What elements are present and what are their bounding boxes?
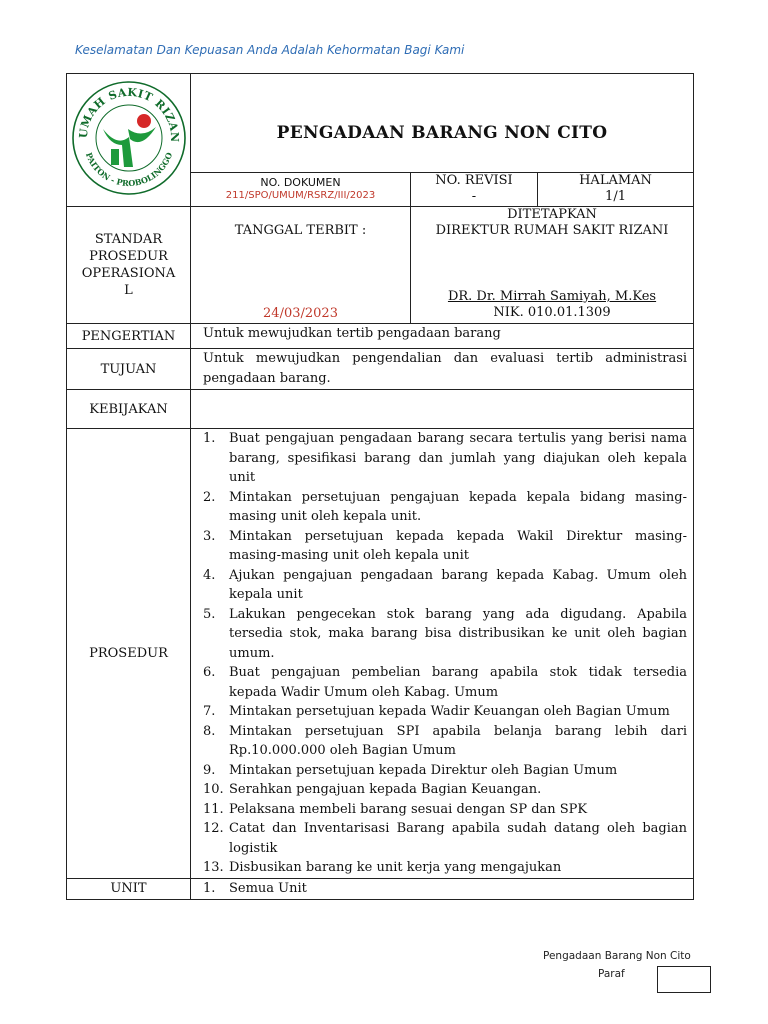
motto-text: Keselamatan Dan Kepuasan Anda Adalah Kehormatan Bagi Kami [75,43,465,57]
step-text: Semua Unit [229,880,307,896]
director-name: DR. Dr. Mirrah Samiyah, M.Kes [447,289,657,304]
unit-label: UNIT [67,878,191,899]
step-text: Pelaksana membeli barang sesuai dengan SP dan SPK [229,801,588,817]
step-number: 8. [203,723,216,739]
procedure-step [203,819,687,858]
step-text: Catat dan Inventarisasi Barang apabila sudah datang oleh bagian logistik [229,821,688,856]
step-number: 13. [203,860,224,875]
halaman-value: 1/1 [605,189,626,204]
step-text: Mintakan persetujuan kepada kepada Wakil Direktur masing-masing-masing unit oleh kepala unit [229,528,688,563]
prosedur-label: PROSEDUR [67,429,191,879]
halaman-cell [538,173,694,207]
step-text: Mintakan persetujuan kepada Direktur oleh Bagian Umum [229,762,618,778]
procedure-step [203,429,687,488]
no-dokumen-value: 211/SPO/UMUM/RSRZ/III/2023 [225,190,376,201]
step-text: Mintakan persetujuan pengajuan kepada kepala bidang masing-masing unit oleh kepala unit. [229,489,688,524]
document-title: PENGADAAN BARANG NON CITO [191,74,694,173]
logo-emblem-icon [103,114,156,167]
paraf-label: Paraf [598,968,625,980]
hospital-logo [70,79,188,197]
pengertian-text: Untuk mewujudkan tertib pengadaan barang [191,324,694,349]
tujuan-label: TUJUAN [67,349,191,390]
tanggal-terbit-label: TANGGAL TERBIT : [234,223,367,238]
director-nik: NIK. 010.01.1309 [493,305,611,320]
procedure-step [203,663,687,702]
sop-label-line: STANDAR [94,232,163,247]
no-revisi-value: - [471,189,477,204]
ditetapkan-cell [411,207,694,324]
kebijakan-text [191,390,694,429]
step-number: 2. [203,489,216,505]
no-revisi-cell [411,173,538,207]
procedure-step [203,566,687,605]
procedure-step [203,879,687,899]
sop-label-line: PROSEDUR [89,249,168,264]
svg-text:RUMAH SAKIT RIZANI [70,79,181,143]
tanggal-terbit-value: 24/03/2023 [263,306,338,321]
step-text: Disbusikan barang ke unit kerja yang mengajukan [229,860,562,875]
procedure-step [203,527,687,566]
step-text: Lakukan pengecekan stok barang yang ada digudang. Apabila tersedia stok, maka barang bisa distribusikan ke unit oleh bagian umum. [229,606,688,661]
step-number: 3. [203,528,216,544]
step-text: Mintakan persetujuan kepada Wadir Keuangan oleh Bagian Umum [229,704,670,719]
pengertian-label: PENGERTIAN [67,324,191,349]
paraf-box [657,966,711,993]
step-text: Serahkan pengajuan kepada Bagian Keuangan. [229,782,542,797]
ditetapkan-line1: DITETAPKAN [507,207,597,222]
step-number: 6. [203,665,216,680]
logo-top-text: UMAH SAKIT RIZAN [76,85,181,143]
kebijakan-label: KEBIJAKAN [67,390,191,429]
footer-doc-title: Pengadaan Barang Non Cito [543,950,691,962]
step-number: 1. [203,431,216,446]
step-number: 12. [203,821,224,836]
sop-label-line: OPERASIONA [81,266,176,281]
logo-cell [67,74,191,207]
step-text: Mintakan persetujuan SPI apabila belanja barang lebih dari Rp.10.000.000 oleh Bagian Umum [229,723,688,758]
no-dokumen-label: NO. DOKUMEN [260,176,341,189]
procedure-step [203,488,687,527]
procedure-step [203,780,687,800]
prosedur-list [203,429,687,878]
sop-label-cell [67,207,191,324]
logo-bottom-text: PAITON - PROBOLINGGO [83,150,174,189]
ditetapkan-line2: DIREKTUR RUMAH SAKIT RIZANI [435,223,669,238]
signature-block [411,289,693,321]
procedure-step [203,800,687,820]
procedure-step [203,702,687,722]
step-number: 11. [203,801,224,817]
step-number: 7. [203,704,216,719]
sop-label-line: L [124,283,133,298]
no-revisi-label: NO. REVISI [435,173,513,188]
step-text: Buat pengajuan pengadaan barang secara tertulis yang berisi nama barang, spesifikasi barang dan jumlah yang diajukan oleh kepala unit [229,431,688,485]
step-number: 5. [203,606,216,622]
procedure-step [203,761,687,781]
procedure-step [203,858,687,878]
sop-document-table [66,73,694,900]
step-number: 9. [203,762,216,778]
step-number: 1. [203,880,216,896]
step-text: Buat pengajuan pembelian barang apabila stok tidak tersedia kepada Wadir Umum oleh Kabag. Umum [229,665,688,700]
procedure-step [203,605,687,664]
step-number: 10. [203,782,224,797]
procedure-step [203,722,687,761]
halaman-label: HALAMAN [579,173,652,188]
no-dokumen-cell [191,173,411,207]
unit-list [203,879,687,899]
unit-content [191,878,694,899]
prosedur-content [191,429,694,879]
step-number: 4. [203,567,216,583]
tujuan-text: Untuk mewujudkan pengendalian dan evaluasi tertib administrasi pengadaan barang. [191,349,694,390]
tanggal-terbit-cell [191,207,411,324]
step-text: Ajukan pengajuan pengadaan barang kepada Kabag. Umum oleh kepala unit [229,567,688,602]
